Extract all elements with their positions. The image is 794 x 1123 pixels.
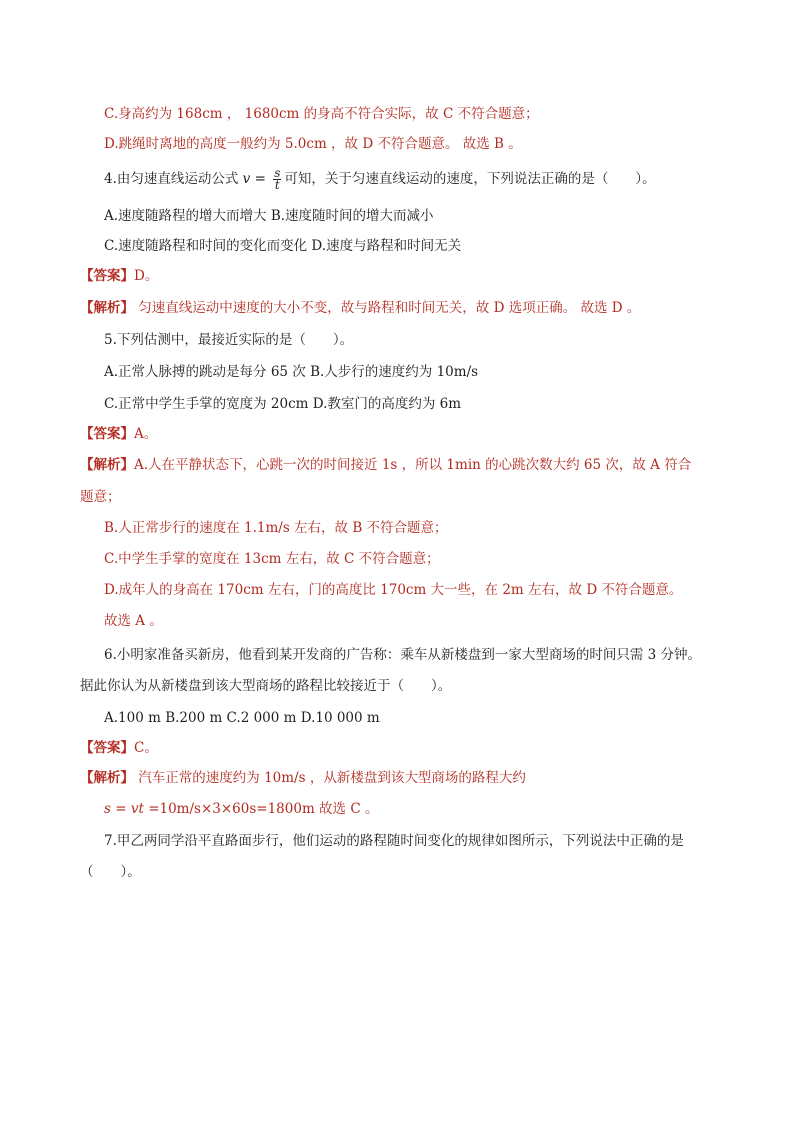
q5-options-cd: C.正常中学生手掌的宽度为 20cm D.教室门的高度约为 6m [104, 396, 462, 412]
analysis-tag: 【解析】 [80, 457, 134, 473]
answer-value: D。 [134, 268, 159, 284]
analysis-tag: 【解析】 [80, 770, 134, 786]
q5-analysis-a-cont: 题意； [80, 489, 121, 505]
q6-stem-line2: 据此你认为从新楼盘到该大型商场的路程比较接近于（ ）。 [80, 678, 452, 694]
answer-tag: 【答案】 [80, 268, 134, 284]
answer-tag: 【答案】 [80, 426, 134, 442]
q3-option-c-analysis: C.身高约为 168cm ， 1680cm 的身高不符合实际，故 C 不符合题意； [104, 106, 539, 122]
formula-calculation: =10m/s×3×60s=1800m 故选 C 。 [143, 801, 379, 817]
q5-analysis-a [80, 455, 691, 475]
q4-options-ab: A.速度随路程的增大而增大 B.速度随时间的增大而减小 [104, 208, 434, 224]
formula-equals: = [250, 171, 271, 187]
analysis-text: A.人在平静状态下，心跳一次的时间接近 1s ，所以 1min 的心跳次数大约 65 次，故 A 符合 [134, 457, 692, 473]
q5-analysis-b: B.人正常步行的速度在 1.1m/s 左右，故 B 不符合题意； [104, 520, 448, 536]
analysis-tag: 【解析】 [80, 300, 134, 316]
q6-formula [104, 799, 378, 819]
formula-fraction [273, 168, 281, 191]
q5-stem: 5.下列估测中，最接近实际的是（ ）。 [104, 332, 354, 348]
formula-v: v [242, 171, 251, 187]
formula-s: s [104, 801, 111, 817]
q4-stem-prefix: 4.由匀速直线运动公式 [104, 171, 243, 187]
q6-options: A.100 m B.200 m C.2 000 m D.10 000 m [104, 710, 380, 726]
q4-stem [104, 168, 656, 191]
q7-stem-line1: 7.甲乙两同学沿平直路面步行，他们运动的路程随时间变化的规律如图所示，下列说法中正确的是 [104, 833, 684, 849]
answer-tag: 【答案】 [80, 740, 134, 756]
q4-answer [80, 266, 158, 286]
analysis-text: 汽车正常的速度约为 10m/s ，从新楼盘到该大型商场的路程大约 [134, 770, 526, 786]
q5-analysis-d: D.成年人的身高在 170cm 左右，门的高度比 170cm 大一些，在 2m 左右，故 D 不符合题意。 [104, 582, 683, 598]
q5-analysis-c: C.中学生手掌的宽度在 13cm 左右，故 C 不符合题意； [104, 551, 440, 567]
q3-option-d-analysis: D.跳绳时离地的高度一般约为 5.0cm ，故 D 不符合题意。 故选 B 。 [104, 136, 522, 152]
answer-value: C。 [134, 740, 158, 756]
fraction-denominator: t [274, 178, 280, 192]
fraction-numerator: s [274, 166, 281, 180]
q6-analysis [80, 768, 526, 788]
analysis-text: 匀速直线运动中速度的大小不变，故与路程和时间无关，故 D 选项正确。 故选 D 。 [134, 300, 641, 316]
formula-equals: = [110, 801, 131, 817]
q5-answer [80, 424, 157, 444]
q5-options-ab: A.正常人脉搏的跳动是每分 65 次 B.人步行的速度约为 10m/s [104, 364, 479, 380]
q4-analysis [80, 298, 640, 318]
q5-conclusion: 故选 A 。 [104, 613, 163, 629]
formula-vt: vt [130, 801, 144, 817]
q7-stem-line2: （ ）。 [80, 864, 141, 880]
q4-options-cd: C.速度随路程和时间的变化而变化 D.速度与路程和时间无关 [104, 238, 462, 254]
q6-stem-line1: 6.小明家准备买新房，他看到某开发商的广告称：乘车从新楼盘到一家大型商场的时间只需 3 分钟。 [104, 647, 702, 663]
q4-stem-suffix: 可知，关于匀速直线运动的速度，下列说法正确的是（ ）。 [284, 171, 656, 187]
q6-answer [80, 738, 158, 758]
answer-value: A。 [134, 426, 158, 442]
